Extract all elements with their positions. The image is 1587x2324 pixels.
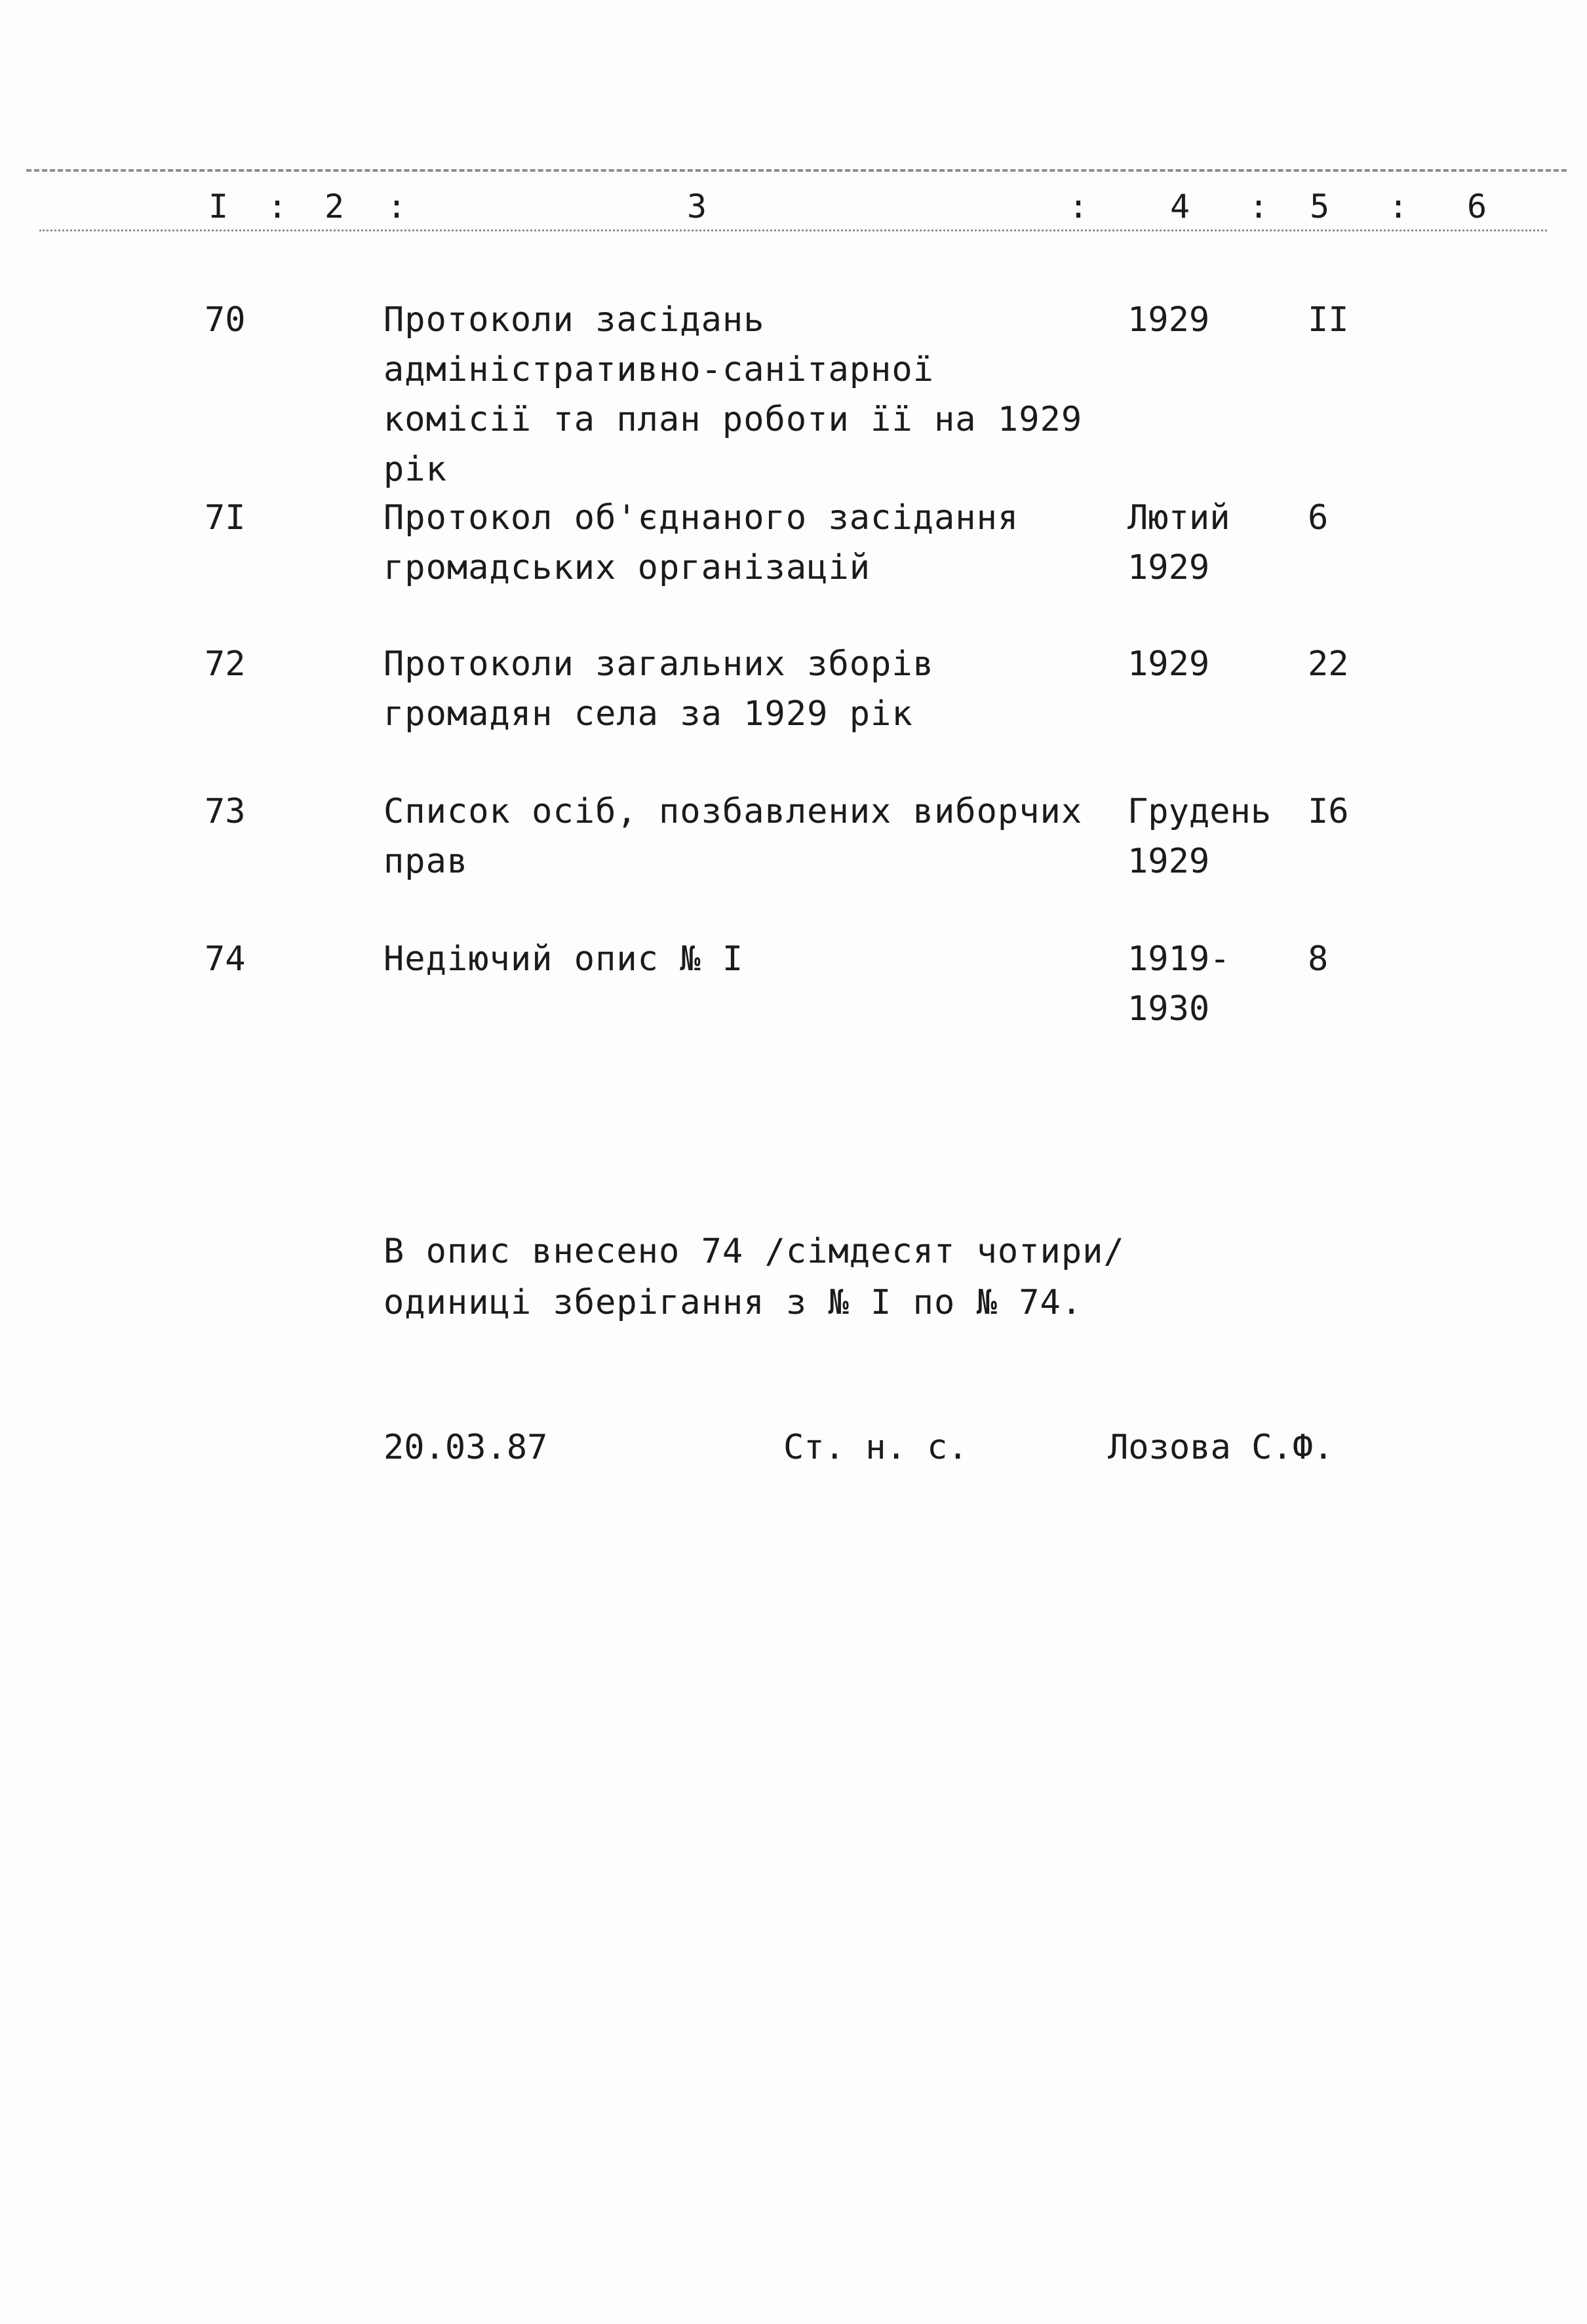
row-73-title: Список осіб, позбавлених виборчих прав (383, 792, 1083, 881)
header-col-1: I (208, 187, 229, 226)
signature-position: Ст. н. с. (783, 1428, 968, 1467)
header-separator-4: : (1249, 187, 1269, 226)
row-72-sheets: 22 (1308, 644, 1349, 684)
signature-name: Лозова С.Ф. (1108, 1428, 1334, 1467)
signature-date: 20.03.87 (383, 1428, 548, 1467)
header-top-rule (26, 169, 1567, 172)
header-bottom-rule (39, 229, 1547, 231)
row-73-date: Грудень 1929 (1127, 792, 1272, 881)
row-74-title: Недіючий опис № I (383, 939, 744, 979)
header-separator-2: : (387, 187, 407, 226)
inventory-total-statement: В опис внесено 74 /сімдесят чотири/ одиниці зберігання з № I по № 74. (383, 1232, 1125, 1322)
row-71-title: Протокол об'єднаного засідання громадських організацій (383, 498, 1019, 587)
row-74-number: 74 (205, 939, 246, 979)
row-72-number: 72 (205, 644, 246, 684)
row-72-title: Протоколи загальних зборів громадян села за 1929 рік (383, 644, 934, 734)
row-70-sheets: II (1308, 300, 1349, 340)
row-70-title: Протоколи засідань адміністративно-санітарної комісії та план роботи її на 1929 рік (383, 300, 1083, 489)
header-separator-1: : (267, 187, 288, 226)
row-71-number: 7I (205, 498, 246, 538)
row-72-date: 1929 (1127, 644, 1210, 684)
header-col-4: 4 (1170, 187, 1190, 226)
row-73-sheets: I6 (1308, 792, 1349, 831)
header-col-5: 5 (1310, 187, 1330, 226)
header-col-6: 6 (1467, 187, 1487, 226)
row-70-number: 70 (205, 300, 246, 340)
row-74-date: 1919-1930 (1127, 939, 1230, 1029)
header-col-2: 2 (324, 187, 345, 226)
header-separator-3: : (1068, 187, 1089, 226)
row-73-number: 73 (205, 792, 246, 831)
header-col-3: 3 (687, 187, 707, 226)
row-71-sheets: 6 (1308, 498, 1329, 538)
row-71-date: Лютий 1929 (1127, 498, 1230, 587)
row-74-sheets: 8 (1308, 939, 1329, 979)
header-separator-5: : (1388, 187, 1409, 226)
row-70-date: 1929 (1127, 300, 1210, 340)
